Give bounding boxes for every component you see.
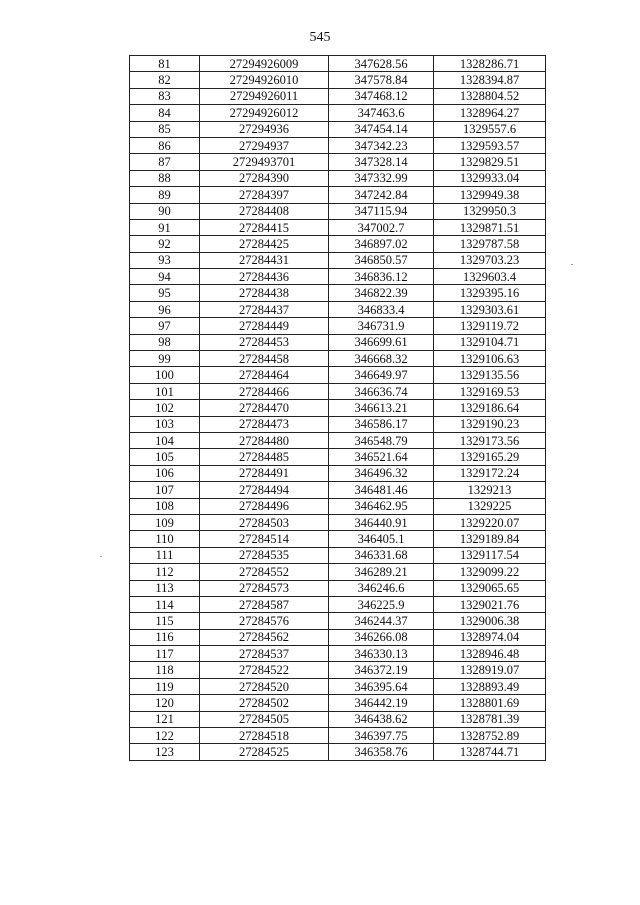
y-coordinate-cell: 1329933.04 xyxy=(434,170,546,186)
row-number-cell: 94 xyxy=(130,269,200,285)
x-coordinate-cell: 347454.14 xyxy=(329,121,434,137)
x-coordinate-cell: 346822.39 xyxy=(329,285,434,301)
table-row xyxy=(130,449,546,465)
row-number-cell: 99 xyxy=(130,351,200,367)
table-row xyxy=(130,252,546,268)
row-number-cell: 101 xyxy=(130,383,200,399)
point-id-cell: 27284390 xyxy=(200,170,329,186)
row-number-cell: 108 xyxy=(130,498,200,514)
row-number-cell: 111 xyxy=(130,547,200,563)
point-id-cell: 27284397 xyxy=(200,187,329,203)
row-number-cell: 109 xyxy=(130,514,200,530)
y-coordinate-cell: 1329117.54 xyxy=(434,547,546,563)
x-coordinate-cell: 347578.84 xyxy=(329,72,434,88)
x-coordinate-cell: 346372.19 xyxy=(329,662,434,678)
x-coordinate-cell: 346833.4 xyxy=(329,301,434,317)
row-number-cell: 95 xyxy=(130,285,200,301)
x-coordinate-cell: 346358.76 xyxy=(329,744,434,760)
x-coordinate-cell: 346699.61 xyxy=(329,334,434,350)
y-coordinate-cell: 1329135.56 xyxy=(434,367,546,383)
x-coordinate-cell: 346330.13 xyxy=(329,646,434,662)
y-coordinate-cell: 1329173.56 xyxy=(434,432,546,448)
y-coordinate-cell: 1328744.71 xyxy=(434,744,546,760)
x-coordinate-cell: 347628.56 xyxy=(329,56,434,72)
point-id-cell: 27284458 xyxy=(200,351,329,367)
y-coordinate-cell: 1328974.04 xyxy=(434,629,546,645)
y-coordinate-cell: 1329190.23 xyxy=(434,416,546,432)
x-coordinate-cell: 346440.91 xyxy=(329,514,434,530)
row-number-cell: 118 xyxy=(130,662,200,678)
table-row xyxy=(130,629,546,645)
y-coordinate-cell: 1328804.52 xyxy=(434,88,546,104)
row-number-cell: 96 xyxy=(130,301,200,317)
point-id-cell: 27294926011 xyxy=(200,88,329,104)
point-id-cell: 27284537 xyxy=(200,646,329,662)
point-id-cell: 27294926012 xyxy=(200,105,329,121)
point-id-cell: 27284436 xyxy=(200,269,329,285)
x-coordinate-cell: 346462.95 xyxy=(329,498,434,514)
point-id-cell: 27294936 xyxy=(200,121,329,137)
x-coordinate-cell: 346289.21 xyxy=(329,564,434,580)
point-id-cell: 27284470 xyxy=(200,400,329,416)
y-coordinate-cell: 1329703.23 xyxy=(434,252,546,268)
table-row xyxy=(130,580,546,596)
table-row xyxy=(130,498,546,514)
point-id-cell: 27284480 xyxy=(200,432,329,448)
table-row xyxy=(130,105,546,121)
x-coordinate-cell: 346897.02 xyxy=(329,236,434,252)
table-row xyxy=(130,137,546,153)
table-row xyxy=(130,547,546,563)
table-row xyxy=(130,154,546,170)
point-id-cell: 27284415 xyxy=(200,219,329,235)
row-number-cell: 106 xyxy=(130,465,200,481)
point-id-cell: 27294926010 xyxy=(200,72,329,88)
x-coordinate-cell: 346442.19 xyxy=(329,695,434,711)
y-coordinate-cell: 1329119.72 xyxy=(434,318,546,334)
table-row xyxy=(130,383,546,399)
table-row xyxy=(130,318,546,334)
row-number-cell: 103 xyxy=(130,416,200,432)
row-number-cell: 82 xyxy=(130,72,200,88)
point-id-cell: 27284464 xyxy=(200,367,329,383)
point-id-cell: 27284502 xyxy=(200,695,329,711)
table-row xyxy=(130,744,546,760)
y-coordinate-cell: 1329165.29 xyxy=(434,449,546,465)
y-coordinate-cell: 1328893.49 xyxy=(434,678,546,694)
row-number-cell: 110 xyxy=(130,531,200,547)
y-coordinate-cell: 1329006.38 xyxy=(434,613,546,629)
page-number: 545 xyxy=(309,30,331,45)
row-number-cell: 91 xyxy=(130,219,200,235)
row-number-cell: 87 xyxy=(130,154,200,170)
row-number-cell: 104 xyxy=(130,432,200,448)
table-row xyxy=(130,334,546,350)
table-row xyxy=(130,465,546,481)
table-row xyxy=(130,531,546,547)
point-id-cell: 27284449 xyxy=(200,318,329,334)
y-coordinate-cell: 1329949.38 xyxy=(434,187,546,203)
x-coordinate-cell: 347468.12 xyxy=(329,88,434,104)
y-coordinate-cell: 1328919.07 xyxy=(434,662,546,678)
point-id-cell: 27284431 xyxy=(200,252,329,268)
y-coordinate-cell: 1329065.65 xyxy=(434,580,546,596)
point-id-cell: 2729493701 xyxy=(200,154,329,170)
row-number-cell: 89 xyxy=(130,187,200,203)
row-number-cell: 83 xyxy=(130,88,200,104)
x-coordinate-cell: 346397.75 xyxy=(329,728,434,744)
point-id-cell: 27284425 xyxy=(200,236,329,252)
table-row xyxy=(130,301,546,317)
x-coordinate-cell: 347002.7 xyxy=(329,219,434,235)
point-id-cell: 27284520 xyxy=(200,678,329,694)
x-coordinate-cell: 346266.08 xyxy=(329,629,434,645)
table-row xyxy=(130,219,546,235)
row-number-cell: 92 xyxy=(130,236,200,252)
table-row xyxy=(130,170,546,186)
table-row xyxy=(130,88,546,104)
row-number-cell: 98 xyxy=(130,334,200,350)
x-coordinate-cell: 346850.57 xyxy=(329,252,434,268)
y-coordinate-cell: 1329213 xyxy=(434,482,546,498)
table-row xyxy=(130,203,546,219)
row-number-cell: 121 xyxy=(130,711,200,727)
row-number-cell: 123 xyxy=(130,744,200,760)
y-coordinate-cell: 1329225 xyxy=(434,498,546,514)
row-number-cell: 90 xyxy=(130,203,200,219)
x-coordinate-cell: 346836.12 xyxy=(329,269,434,285)
table-row xyxy=(130,514,546,530)
coordinates-table-body xyxy=(130,56,546,761)
row-number-cell: 100 xyxy=(130,367,200,383)
scan-speck xyxy=(571,264,573,265)
y-coordinate-cell: 1329021.76 xyxy=(434,596,546,612)
table-row xyxy=(130,285,546,301)
point-id-cell: 27284453 xyxy=(200,334,329,350)
x-coordinate-cell: 347115.94 xyxy=(329,203,434,219)
x-coordinate-cell: 346586.17 xyxy=(329,416,434,432)
row-number-cell: 114 xyxy=(130,596,200,612)
row-number-cell: 81 xyxy=(130,56,200,72)
y-coordinate-cell: 1329603.4 xyxy=(434,269,546,285)
table-row xyxy=(130,351,546,367)
point-id-cell: 27284496 xyxy=(200,498,329,514)
y-coordinate-cell: 1329106.63 xyxy=(434,351,546,367)
table-row xyxy=(130,56,546,72)
row-number-cell: 102 xyxy=(130,400,200,416)
row-number-cell: 112 xyxy=(130,564,200,580)
y-coordinate-cell: 1329829.51 xyxy=(434,154,546,170)
x-coordinate-cell: 346636.74 xyxy=(329,383,434,399)
x-coordinate-cell: 346496.32 xyxy=(329,465,434,481)
table-row xyxy=(130,678,546,694)
scan-speck xyxy=(100,556,102,557)
y-coordinate-cell: 1329557.6 xyxy=(434,121,546,137)
y-coordinate-cell: 1329169.53 xyxy=(434,383,546,399)
y-coordinate-cell: 1328752.89 xyxy=(434,728,546,744)
x-coordinate-cell: 346521.64 xyxy=(329,449,434,465)
table-row xyxy=(130,646,546,662)
point-id-cell: 27284491 xyxy=(200,465,329,481)
x-coordinate-cell: 346331.68 xyxy=(329,547,434,563)
table-row xyxy=(130,187,546,203)
x-coordinate-cell: 347463.6 xyxy=(329,105,434,121)
x-coordinate-cell: 346548.79 xyxy=(329,432,434,448)
coordinates-table xyxy=(129,55,546,761)
table-row xyxy=(130,236,546,252)
point-id-cell: 27284535 xyxy=(200,547,329,563)
x-coordinate-cell: 346438.62 xyxy=(329,711,434,727)
y-coordinate-cell: 1328394.87 xyxy=(434,72,546,88)
table-row xyxy=(130,482,546,498)
row-number-cell: 88 xyxy=(130,170,200,186)
y-coordinate-cell: 1329186.64 xyxy=(434,400,546,416)
x-coordinate-cell: 346225.9 xyxy=(329,596,434,612)
point-id-cell: 27284525 xyxy=(200,744,329,760)
table-row xyxy=(130,564,546,580)
table-row xyxy=(130,613,546,629)
point-id-cell: 27284587 xyxy=(200,596,329,612)
y-coordinate-cell: 1328801.69 xyxy=(434,695,546,711)
y-coordinate-cell: 1328781.39 xyxy=(434,711,546,727)
y-coordinate-cell: 1329593.57 xyxy=(434,137,546,153)
y-coordinate-cell: 1329303.61 xyxy=(434,301,546,317)
row-number-cell: 105 xyxy=(130,449,200,465)
y-coordinate-cell: 1329104.71 xyxy=(434,334,546,350)
row-number-cell: 107 xyxy=(130,482,200,498)
point-id-cell: 27284514 xyxy=(200,531,329,547)
table-row xyxy=(130,269,546,285)
row-number-cell: 84 xyxy=(130,105,200,121)
table-row xyxy=(130,416,546,432)
table-row xyxy=(130,662,546,678)
x-coordinate-cell: 347328.14 xyxy=(329,154,434,170)
row-number-cell: 120 xyxy=(130,695,200,711)
y-coordinate-cell: 1329099.22 xyxy=(434,564,546,580)
row-number-cell: 116 xyxy=(130,629,200,645)
x-coordinate-cell: 347242.84 xyxy=(329,187,434,203)
point-id-cell: 27284473 xyxy=(200,416,329,432)
x-coordinate-cell: 346246.6 xyxy=(329,580,434,596)
row-number-cell: 85 xyxy=(130,121,200,137)
row-number-cell: 93 xyxy=(130,252,200,268)
table-row xyxy=(130,121,546,137)
y-coordinate-cell: 1329787.58 xyxy=(434,236,546,252)
x-coordinate-cell: 346244.37 xyxy=(329,613,434,629)
point-id-cell: 27284522 xyxy=(200,662,329,678)
row-number-cell: 117 xyxy=(130,646,200,662)
x-coordinate-cell: 347332.99 xyxy=(329,170,434,186)
x-coordinate-cell: 346731.9 xyxy=(329,318,434,334)
table-row xyxy=(130,400,546,416)
row-number-cell: 86 xyxy=(130,137,200,153)
table-row xyxy=(130,596,546,612)
y-coordinate-cell: 1329950.3 xyxy=(434,203,546,219)
x-coordinate-cell: 346668.32 xyxy=(329,351,434,367)
point-id-cell: 27284562 xyxy=(200,629,329,645)
x-coordinate-cell: 346405.1 xyxy=(329,531,434,547)
row-number-cell: 115 xyxy=(130,613,200,629)
point-id-cell: 27284437 xyxy=(200,301,329,317)
point-id-cell: 27284503 xyxy=(200,514,329,530)
table-row xyxy=(130,72,546,88)
y-coordinate-cell: 1328286.71 xyxy=(434,56,546,72)
y-coordinate-cell: 1329220.07 xyxy=(434,514,546,530)
point-id-cell: 27284408 xyxy=(200,203,329,219)
row-number-cell: 113 xyxy=(130,580,200,596)
point-id-cell: 27284485 xyxy=(200,449,329,465)
y-coordinate-cell: 1329395.16 xyxy=(434,285,546,301)
x-coordinate-cell: 346481.46 xyxy=(329,482,434,498)
x-coordinate-cell: 346395.64 xyxy=(329,678,434,694)
point-id-cell: 27284438 xyxy=(200,285,329,301)
table-row xyxy=(130,695,546,711)
point-id-cell: 27294926009 xyxy=(200,56,329,72)
point-id-cell: 27284494 xyxy=(200,482,329,498)
point-id-cell: 27284518 xyxy=(200,728,329,744)
row-number-cell: 122 xyxy=(130,728,200,744)
table-row xyxy=(130,728,546,744)
x-coordinate-cell: 346649.97 xyxy=(329,367,434,383)
y-coordinate-cell: 1329871.51 xyxy=(434,219,546,235)
x-coordinate-cell: 347342.23 xyxy=(329,137,434,153)
y-coordinate-cell: 1329189.84 xyxy=(434,531,546,547)
table-row xyxy=(130,711,546,727)
point-id-cell: 27284466 xyxy=(200,383,329,399)
table-row xyxy=(130,432,546,448)
y-coordinate-cell: 1329172.24 xyxy=(434,465,546,481)
point-id-cell: 27294937 xyxy=(200,137,329,153)
y-coordinate-cell: 1328964.27 xyxy=(434,105,546,121)
point-id-cell: 27284505 xyxy=(200,711,329,727)
row-number-cell: 97 xyxy=(130,318,200,334)
point-id-cell: 27284576 xyxy=(200,613,329,629)
point-id-cell: 27284573 xyxy=(200,580,329,596)
row-number-cell: 119 xyxy=(130,678,200,694)
table-row xyxy=(130,367,546,383)
point-id-cell: 27284552 xyxy=(200,564,329,580)
x-coordinate-cell: 346613.21 xyxy=(329,400,434,416)
y-coordinate-cell: 1328946.48 xyxy=(434,646,546,662)
